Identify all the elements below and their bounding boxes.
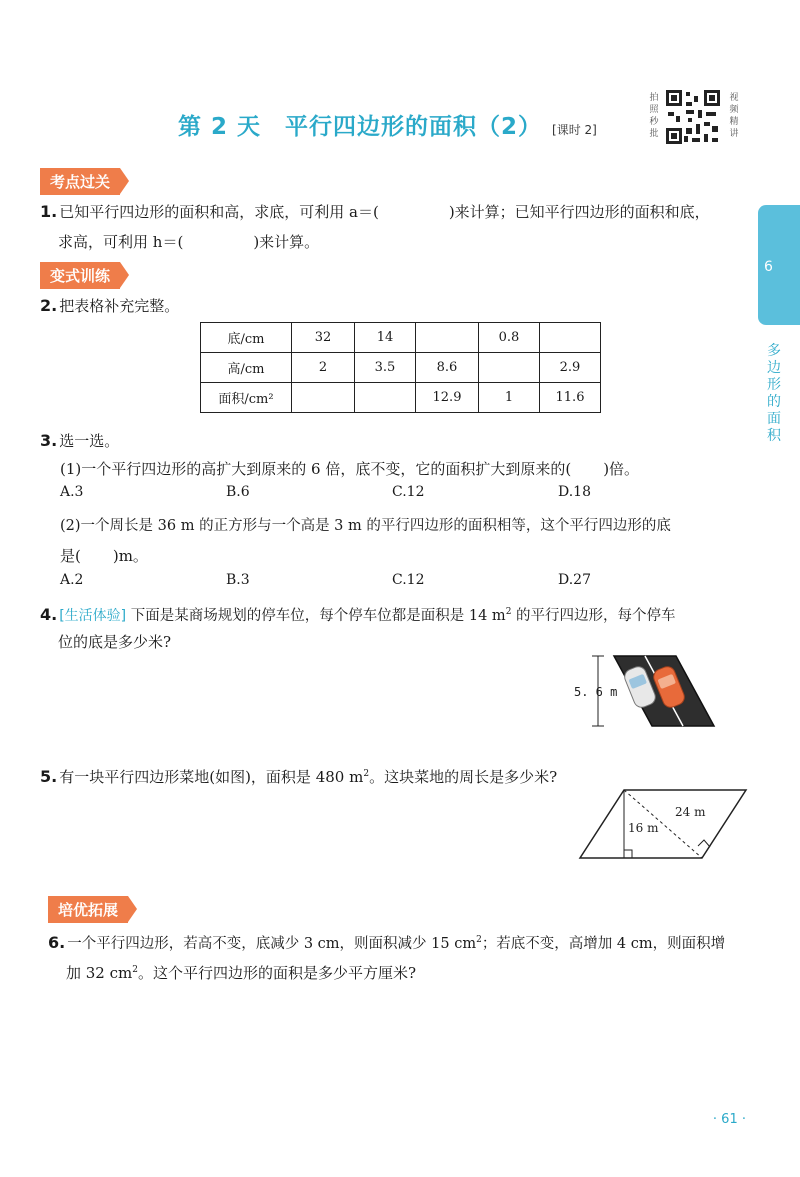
table-cell: 32: [292, 323, 355, 353]
table-cell: 8.6: [416, 353, 479, 383]
chapter-label-char: 形: [767, 377, 781, 393]
qr-left-char: 秒: [649, 117, 659, 127]
section-badge-bianshi: 变式训练: [40, 262, 120, 289]
question-4: [40, 598, 676, 630]
qr-caption-left: [648, 92, 660, 140]
table-row: [201, 323, 601, 353]
question-4-line2: [58, 628, 171, 656]
chapter-label-char: 多: [767, 343, 781, 359]
table-header: 底/cm: [201, 323, 292, 353]
table-cell[interactable]: [540, 323, 601, 353]
question-number: 1.: [40, 202, 58, 221]
table-header: 高/cm: [201, 353, 292, 383]
qr-right-char: 视: [729, 93, 739, 103]
option-d[interactable]: D.18: [558, 484, 591, 500]
q3-sub2-text: (2)一个周长是 36 m 的正方形与一个高是 3 m 的平行四边形的面积相等，这个平行四边形的底: [60, 518, 671, 534]
chapter-label-char: 的: [767, 394, 781, 410]
question-1: [40, 198, 710, 226]
table-cell[interactable]: [416, 323, 479, 353]
table-cell: 12.9: [416, 383, 479, 413]
question-number: 3.: [40, 431, 58, 450]
question-3-1: [60, 455, 639, 483]
table-row: [201, 353, 601, 383]
height-label: 16 m: [628, 821, 659, 835]
q4-text: 位的底是多少米?: [58, 633, 172, 651]
q1-text: )来计算。: [253, 233, 320, 251]
q3-sub2b-text: 是(: [60, 547, 81, 565]
q1-text: )来计算；已知平行四边形的面积和底，: [448, 203, 710, 221]
question-5: [40, 760, 557, 791]
page-number: · 61 ·: [712, 1112, 746, 1127]
q1-text: 求高，可利用: [58, 233, 149, 251]
table-cell[interactable]: [479, 353, 540, 383]
parallelogram-figure: [578, 786, 748, 860]
table-header: 面积/cm²: [201, 383, 292, 413]
question-number: 5.: [40, 767, 58, 786]
question-number: 2.: [40, 296, 58, 315]
page-title: [178, 108, 597, 141]
q3-sub1-text: (1)一个平行四边形的高扩大到原来的 6 倍，底不变，它的面积扩大到原来的(: [60, 460, 572, 478]
question-2: [40, 292, 179, 320]
question-3-2-line2: [60, 542, 148, 570]
q3-text: 选一选。: [59, 432, 120, 450]
qr-right-char: 精: [729, 117, 739, 127]
chapter-label-char: 边: [767, 360, 781, 376]
option-a[interactable]: A.3: [60, 484, 84, 500]
table-cell[interactable]: [292, 383, 355, 413]
q1-formula-h: h＝(: [152, 233, 184, 251]
q6-text: 加 32 cm: [66, 964, 133, 982]
data-table: [200, 322, 601, 413]
life-experience-tag: [生活体验]: [59, 607, 127, 624]
q1-formula-a: a＝(: [349, 203, 379, 221]
table-row: [201, 383, 601, 413]
superscript: 2: [505, 607, 512, 617]
parking-space-figure: [574, 650, 724, 730]
q3-sub1-end: )倍。: [603, 460, 640, 478]
qr-left-char: 拍: [649, 93, 659, 103]
option-d[interactable]: D.27: [558, 572, 591, 588]
chapter-label-char: 积: [767, 428, 781, 444]
superscript: 2: [363, 769, 370, 779]
table-cell: 2.9: [540, 353, 601, 383]
qr-right-char: 频: [729, 105, 739, 115]
option-b[interactable]: B.6: [226, 484, 250, 500]
q6-text-end: ；若底不变，高增加 4 cm，则面积增: [481, 935, 726, 952]
day-label: 第 2 天: [178, 114, 262, 140]
qr-left-char: 批: [649, 129, 659, 139]
table-cell: 3.5: [355, 353, 416, 383]
qr-caption-right: [728, 92, 740, 140]
chapter-number: 6: [764, 259, 773, 275]
table-cell[interactable]: [355, 383, 416, 413]
chapter-tab[interactable]: [758, 205, 800, 325]
q5-text-end: 。这块菜地的周长是多少米?: [369, 768, 558, 786]
table-cell: 1: [479, 383, 540, 413]
table-cell: 14: [355, 323, 416, 353]
q3-sub2b-end: )m。: [112, 547, 148, 565]
question-number: 4.: [40, 604, 58, 624]
section-badge-peiyou: 培优拓展: [48, 896, 128, 923]
q2-text: 把表格补充完整。: [59, 297, 180, 315]
option-b[interactable]: B.3: [226, 572, 250, 588]
option-a[interactable]: A.2: [60, 572, 84, 588]
chapter-label-char: 面: [767, 411, 781, 427]
chapter-label: [764, 343, 784, 445]
q4-text-end: 的平行四边形，每个停车: [511, 607, 676, 624]
q6-text: 一个平行四边形，若高不变，底减少 3 cm，则面积减少 15 cm: [67, 935, 477, 952]
table-cell: 11.6: [540, 383, 601, 413]
q1-text: 已知平行四边形的面积和高，求底，可利用: [59, 203, 345, 221]
question-6: [48, 926, 725, 958]
lesson-title: 平行四边形的面积（2）: [285, 114, 543, 140]
table-cell: 2: [292, 353, 355, 383]
lesson-number: [课时 2]: [552, 123, 597, 137]
superscript: 2: [132, 965, 138, 975]
diagonal-label: 24 m: [675, 805, 706, 819]
question-number: 6.: [48, 932, 66, 952]
option-c[interactable]: C.12: [392, 572, 425, 588]
q4-text: 下面是某商场规划的停车位，每个停车位都是面积是 14 m: [130, 607, 506, 624]
section-badge-kaodian: 考点过关: [40, 168, 120, 195]
qr-left-char: 照: [649, 105, 659, 115]
question-3: [40, 427, 119, 455]
qr-code-icon[interactable]: [664, 88, 722, 146]
q6-text-end: 。这个平行四边形的面积是多少平方厘米?: [137, 964, 417, 982]
qr-right-char: 讲: [729, 129, 739, 139]
q5-text: 有一块平行四边形菜地(如图)，面积是 480 m: [59, 768, 364, 786]
superscript: 2: [476, 935, 482, 945]
question-1-line2: [58, 228, 319, 256]
question-3-2: [60, 512, 671, 540]
option-c[interactable]: C.12: [392, 484, 425, 500]
height-label: 5. 6 m: [574, 685, 618, 699]
table-cell: 0.8: [479, 323, 540, 353]
question-6-line2: [66, 956, 416, 987]
